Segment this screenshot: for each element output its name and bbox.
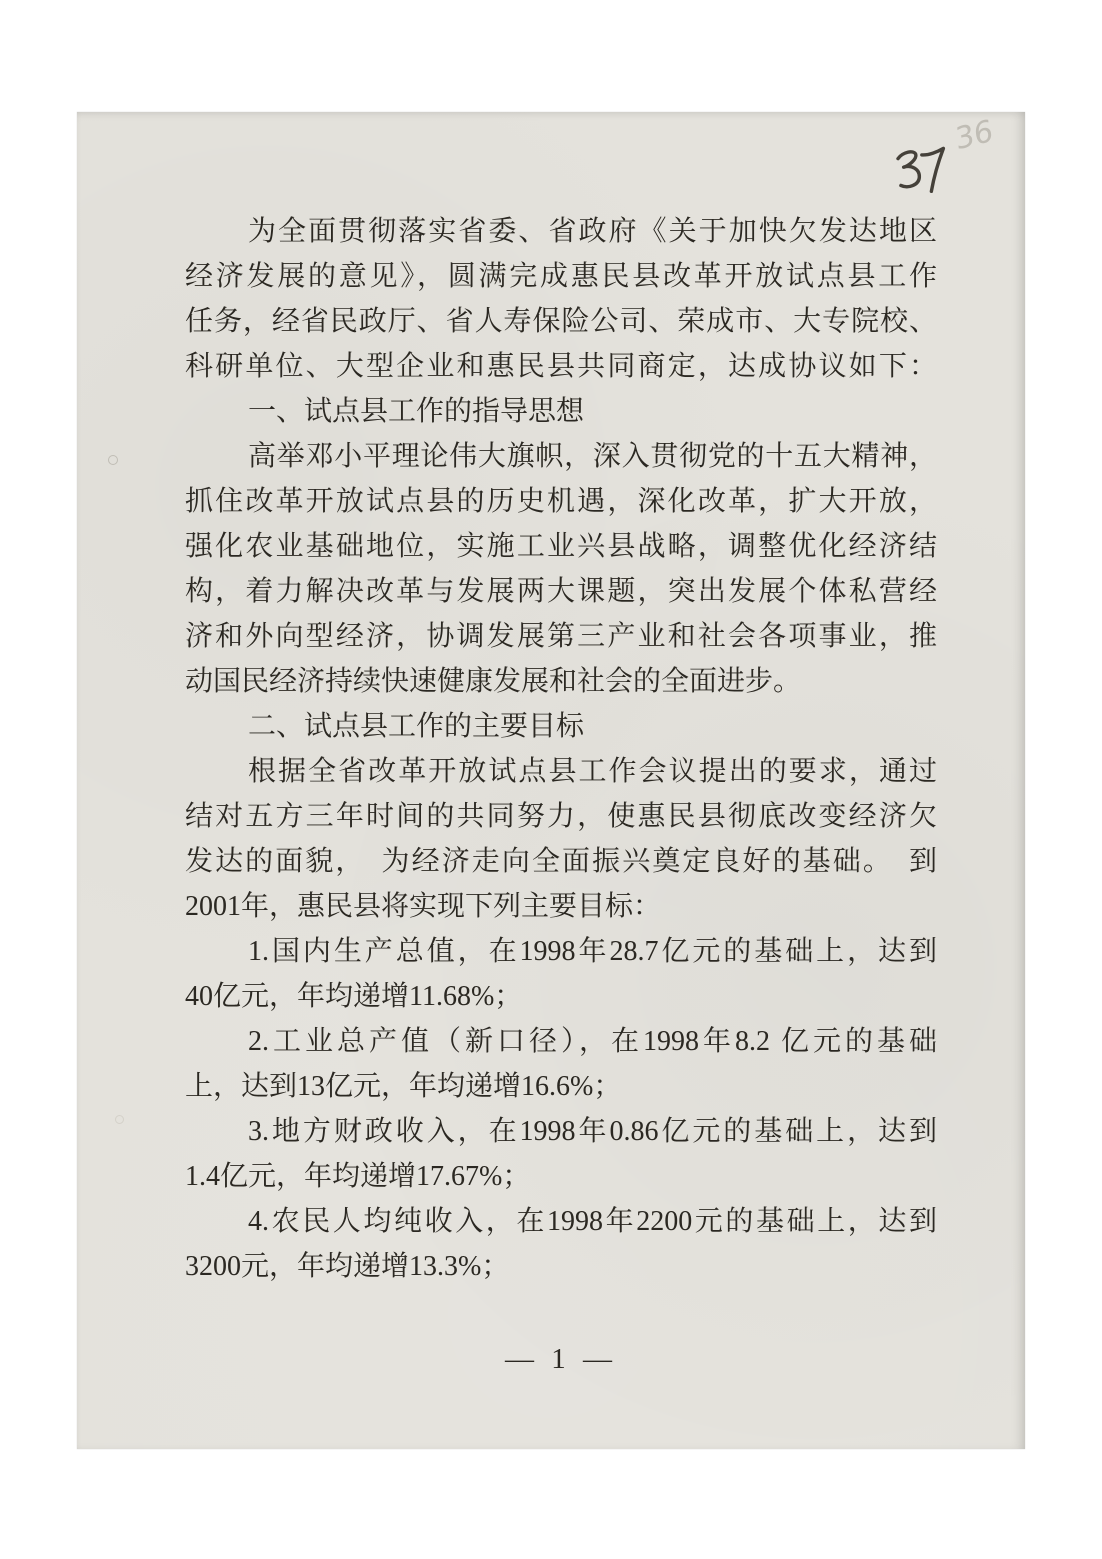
text-line: 强化农业基础地位，实施工业兴县战略，调整优化经济结 [185,531,937,562]
faint-handwritten-number: 36 [953,113,995,158]
text-line: 3.地方财政收入，在1998年0.86亿元的基础上，达到 [248,1116,937,1147]
text-line: 抓住改革开放试点县的历史机遇，深化改革，扩大开放， [185,486,937,517]
text-line: 1.4亿元，年均递增17.67%； [185,1161,531,1192]
text-line: 为全面贯彻落实省委、省政府《关于加快欠发达地区 [248,216,937,247]
handwritten-page-number [887,138,955,206]
text-line: 发达的面貌， 为经济走向全面振兴奠定良好的基础。 到 [185,846,937,877]
text-line: 构，着力解决改革与发展两大课题，突出发展个体私营经 [185,576,937,607]
text-line: 一、试点县工作的指导思想 [248,396,585,427]
text-line: 40亿元，年均递增11.68%； [185,981,523,1012]
scanned-document-page [77,112,1025,1449]
document-body [185,209,937,1289]
text-line: 科研单位、大型企业和惠民县共同商定，达成协议如下： [185,351,937,382]
text-line: 结对五方三年时间的共同努力，使惠民县彻底改变经济欠 [185,801,937,832]
text-line: 高举邓小平理论伟大旗帜，深入贯彻党的十五大精神， [248,441,937,472]
text-line: 3200元，年均递增13.3%； [185,1251,510,1282]
text-line: 4.农民人均纯收入，在1998年2200元的基础上，达到 [248,1206,937,1237]
text-line: 经济发展的意见》，圆满完成惠民县改革开放试点县工作 [185,261,937,292]
page-number: — 1 — [505,1343,617,1375]
text-line: 1.国内生产总值，在1998年28.7亿元的基础上，达到 [248,936,937,967]
text-line: 动国民经济持续快速健康发展和社会的全面进步。 [185,666,802,697]
text-line: 根据全省改革开放试点县工作会议提出的要求，通过 [248,756,937,787]
text-line: 上，达到13亿元，年均递增16.6%； [185,1071,622,1102]
paper-speck [115,1115,124,1124]
text-line: 2.工业总产值（新口径），在1998年8.2 亿元的基础 [248,1026,937,1057]
text-line: 2001年，惠民县将实现下列主要目标： [185,891,662,922]
text-line: 任务，经省民政厅、省人寿保险公司、荣成市、大专院校、 [185,306,937,337]
text-line: 二、试点县工作的主要目标 [248,711,585,742]
text-line: 济和外向型经济，协调发展第三产业和社会各项事业，推 [185,621,937,652]
paper-speck [108,455,118,465]
